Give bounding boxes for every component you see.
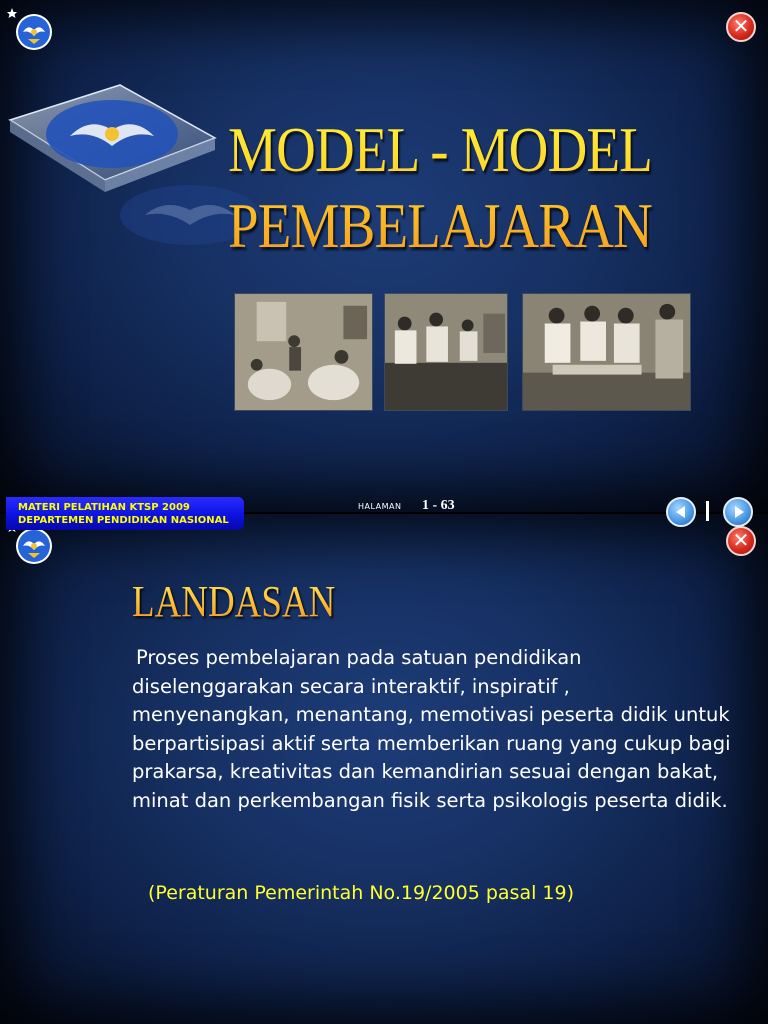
org-line-2: DEPARTEMEN PENDIDIKAN NASIONAL xyxy=(18,515,229,526)
classroom-photo-2 xyxy=(384,293,508,411)
classroom-photo-1 xyxy=(234,293,373,411)
arrow-left-icon xyxy=(676,506,685,518)
slide-heading: LANDASAN xyxy=(132,577,336,626)
close-icon: ✕ xyxy=(732,528,750,552)
next-button[interactable] xyxy=(723,497,753,527)
arrow-right-icon xyxy=(735,506,744,518)
emblem-glass-art xyxy=(0,80,260,260)
page-label: HALAMAN xyxy=(358,502,402,511)
close-button[interactable] xyxy=(726,12,756,42)
org-badge xyxy=(6,497,244,530)
nav-separator xyxy=(706,501,709,521)
body-paragraph: Proses pembelajaran pada satuan pendidikan diselenggarakan secara interaktif, inspiratif , menyenangkan, menantang, memotivasi peserta didik untuk berpartisipasi aktif serta memberikan ruang yang cukup bagi prakarsa, kreativitas dan kemandirian sesuai dengan bakat, minat dan perkembangan fisik serta psikologis peserta didik. xyxy=(132,646,731,812)
page-number: 1 - 63 xyxy=(422,498,455,513)
previous-button[interactable] xyxy=(666,497,696,527)
slide-2 xyxy=(0,512,768,1024)
close-button[interactable] xyxy=(726,526,756,556)
close-icon: ✕ xyxy=(732,14,750,38)
classroom-photo-3 xyxy=(522,293,691,411)
slide-title: MODEL - MODEL PEMBELAJARAN xyxy=(228,112,675,264)
tut-wuri-handayani-logo xyxy=(6,6,54,54)
org-line-1: MATERI PELATIHAN KTSP 2009 xyxy=(18,502,190,513)
citation: (Peraturan Pemerintah No.19/2005 pasal 19) xyxy=(148,882,575,904)
